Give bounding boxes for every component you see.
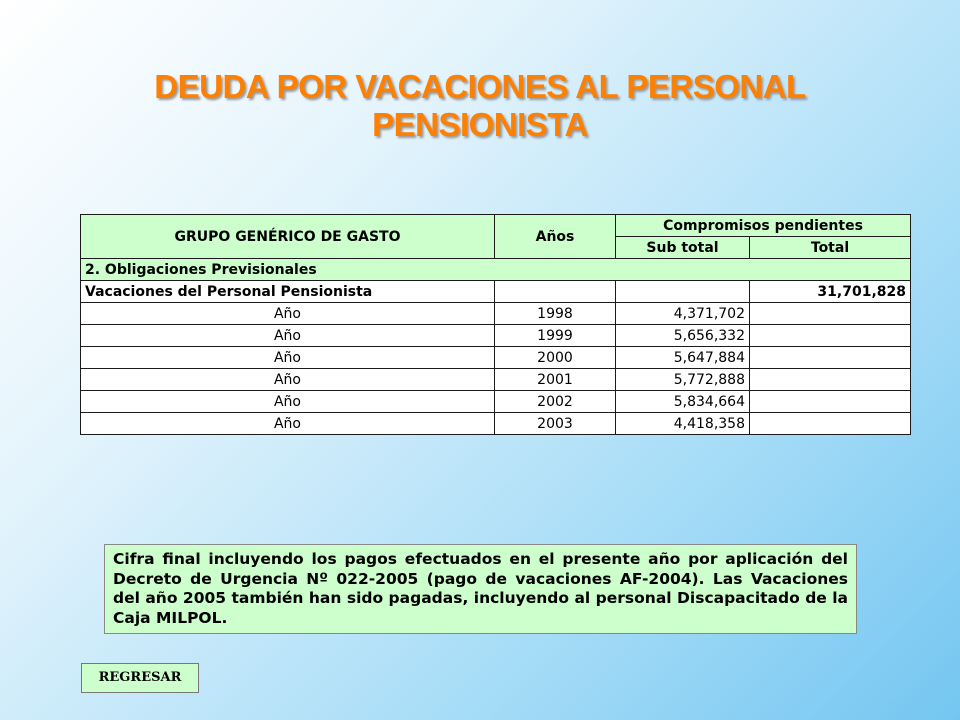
row-label: Año [81, 303, 495, 325]
header-total: Total [750, 237, 911, 259]
table-row [81, 303, 911, 325]
row-label: Año [81, 369, 495, 391]
row-year: 2000 [495, 347, 616, 369]
row-label: Año [81, 347, 495, 369]
item-label: Vacaciones del Personal Pensionista [81, 281, 495, 303]
debt-table [80, 214, 911, 435]
row-year: 1999 [495, 325, 616, 347]
row-total [750, 391, 911, 413]
table-row [81, 369, 911, 391]
table-row [81, 413, 911, 435]
row-subtotal: 4,418,358 [616, 413, 750, 435]
header-subtotal: Sub total [616, 237, 750, 259]
row-label: Año [81, 413, 495, 435]
page-title-line-2: PENSIONISTA [372, 106, 588, 143]
row-total [750, 347, 911, 369]
item-subtotal-cell [616, 281, 750, 303]
row-subtotal: 5,647,884 [616, 347, 750, 369]
row-total [750, 325, 911, 347]
row-year: 1998 [495, 303, 616, 325]
page-title-line-1: DEUDA POR VACACIONES AL PERSONAL [154, 68, 806, 105]
row-year: 2001 [495, 369, 616, 391]
row-subtotal: 5,834,664 [616, 391, 750, 413]
section-label: 2. Obligaciones Previsionales [81, 259, 911, 281]
item-row [81, 281, 911, 303]
table-row [81, 391, 911, 413]
row-label: Año [81, 391, 495, 413]
header-group: GRUPO GENÉRICO DE GASTO [81, 215, 495, 259]
section-row [81, 259, 911, 281]
table-header-row [81, 215, 911, 237]
row-total [750, 413, 911, 435]
table-row [81, 325, 911, 347]
row-year: 2002 [495, 391, 616, 413]
header-years: Años [495, 215, 616, 259]
page-title [0, 68, 960, 144]
row-label: Año [81, 325, 495, 347]
row-subtotal: 5,772,888 [616, 369, 750, 391]
note-box: Cifra final incluyendo los pagos efectuados en el presente año por aplicación del Decreto de Urgencia Nº 022-2005 (pago de vacaciones AF-2004). Las Vacaciones del año 2005 también han sido pagadas, incluyendo al personal Discapacitado de la Caja MILPOL. [104, 544, 857, 634]
row-total [750, 303, 911, 325]
table-row [81, 347, 911, 369]
row-total [750, 369, 911, 391]
back-button[interactable]: REGRESAR [81, 663, 199, 693]
row-subtotal: 4,371,702 [616, 303, 750, 325]
row-year: 2003 [495, 413, 616, 435]
row-subtotal: 5,656,332 [616, 325, 750, 347]
header-commitments: Compromisos pendientes [616, 215, 911, 237]
item-total: 31,701,828 [750, 281, 911, 303]
item-years-cell [495, 281, 616, 303]
